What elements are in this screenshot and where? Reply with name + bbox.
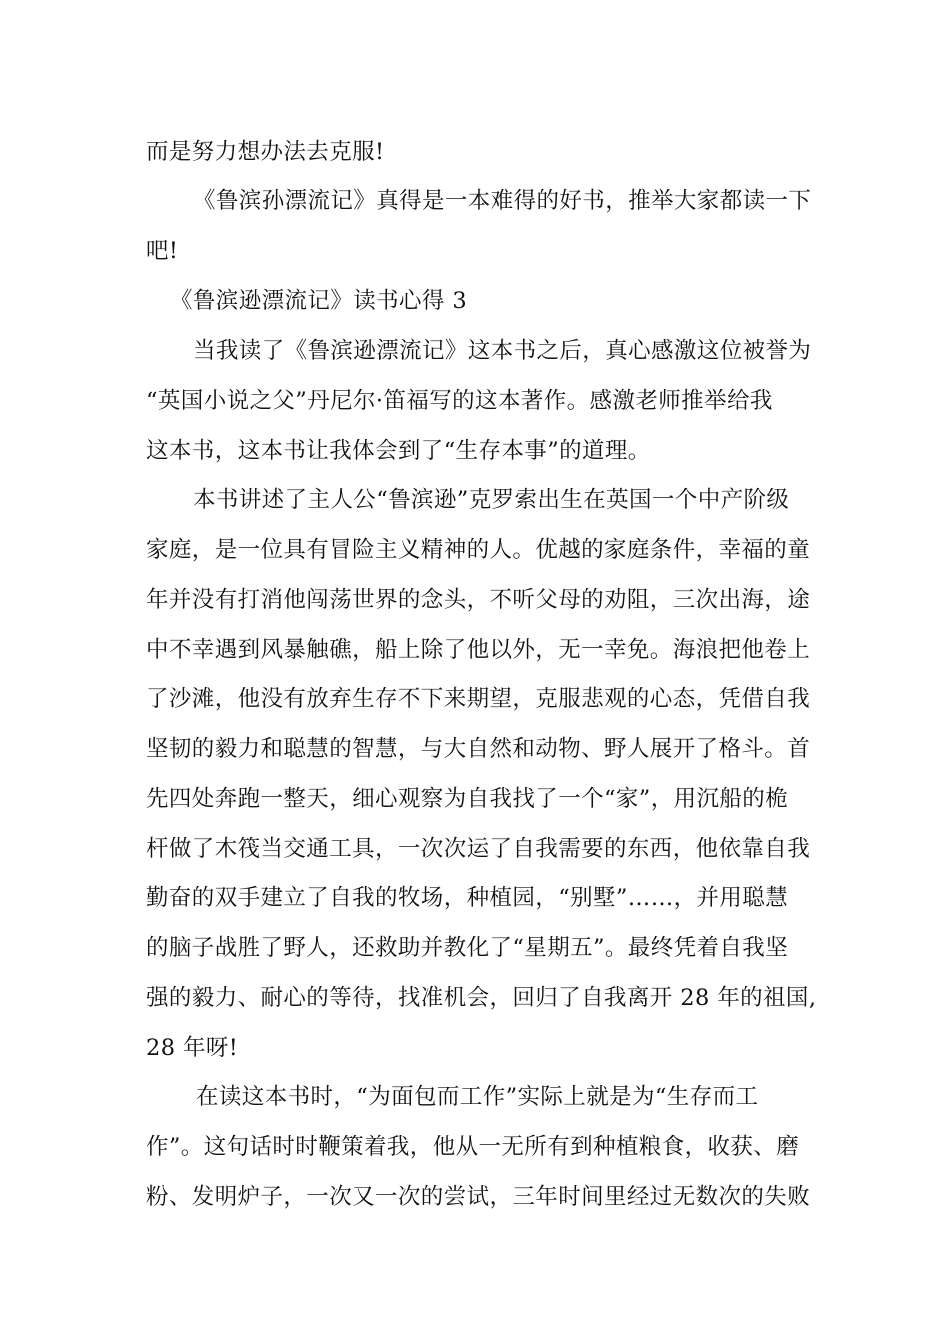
text-line: 先四处奔跑一整天，细心观察为自我找了一个“家”，用沉船的桅 bbox=[146, 786, 789, 812]
text-line: 的脑子战胜了野人，还救助并教化了“星期五”。最终凭着自我坚 bbox=[146, 935, 789, 961]
text-line: 家庭，是一位具有冒险主义精神的人。优越的家庭条件，幸福的童 bbox=[146, 537, 811, 563]
text-line: 当我读了《鲁滨逊漂流记》这本书之后，真心感激这位被誉为 bbox=[193, 338, 812, 364]
text-line: 28 年呀! bbox=[146, 1035, 239, 1061]
text-line: 坚韧的毅力和聪慧的智慧，与大自然和动物、野人展开了格斗。首 bbox=[146, 736, 811, 762]
text-line: 勤奋的双手建立了自我的牧场，种植园，“别墅”……，并用聪慧 bbox=[146, 885, 789, 911]
text-line: “英国小说之父”丹尼尔·笛福写的这本著作。感激老师推举给我 bbox=[146, 388, 773, 414]
text-line: 杆做了木筏当交通工具，一次次运了自我需要的东西，他依靠自我 bbox=[146, 836, 811, 862]
text-line: 而是努力想办法去克服! bbox=[146, 139, 385, 165]
text-line: 在读这本书时，“为面包而工作”实际上就是为“生存而工 bbox=[196, 1084, 759, 1110]
text-line: 《鲁滨孙漂流记》真得是一本难得的好书，推举大家都读一下 bbox=[193, 188, 812, 214]
text-line: 这本书，这本书让我体会到了“生存本事”的道理。 bbox=[146, 438, 651, 464]
text-line: 了沙滩，他没有放弃生存不下来期望，克服悲观的心态，凭借自我 bbox=[146, 686, 811, 712]
text-line: 年并没有打消他闯荡世界的念头，不听父母的劝阻，三次出海，途 bbox=[146, 587, 811, 613]
text-line: 强的毅力、耐心的等待，找准机会，回归了自我离开 28 年的祖国, bbox=[146, 985, 817, 1011]
text-line: 作”。这句话时时鞭策着我，他从一无所有到种植粮食，收获、磨 bbox=[146, 1134, 800, 1160]
text-line: 本书讲述了主人公“鲁滨逊”克罗索出生在英国一个中产阶级 bbox=[193, 487, 790, 513]
text-line: 中不幸遇到风暴触礁，船上除了他以外，无一幸免。海浪把他卷上 bbox=[146, 637, 811, 663]
text-line: 吧! bbox=[146, 238, 179, 264]
section-heading: 《鲁滨逊漂流记》读书心得 3 bbox=[170, 288, 468, 314]
text-line: 粉、发明炉子，一次又一次的尝试，三年时间里经过无数次的失败 bbox=[146, 1184, 811, 1210]
